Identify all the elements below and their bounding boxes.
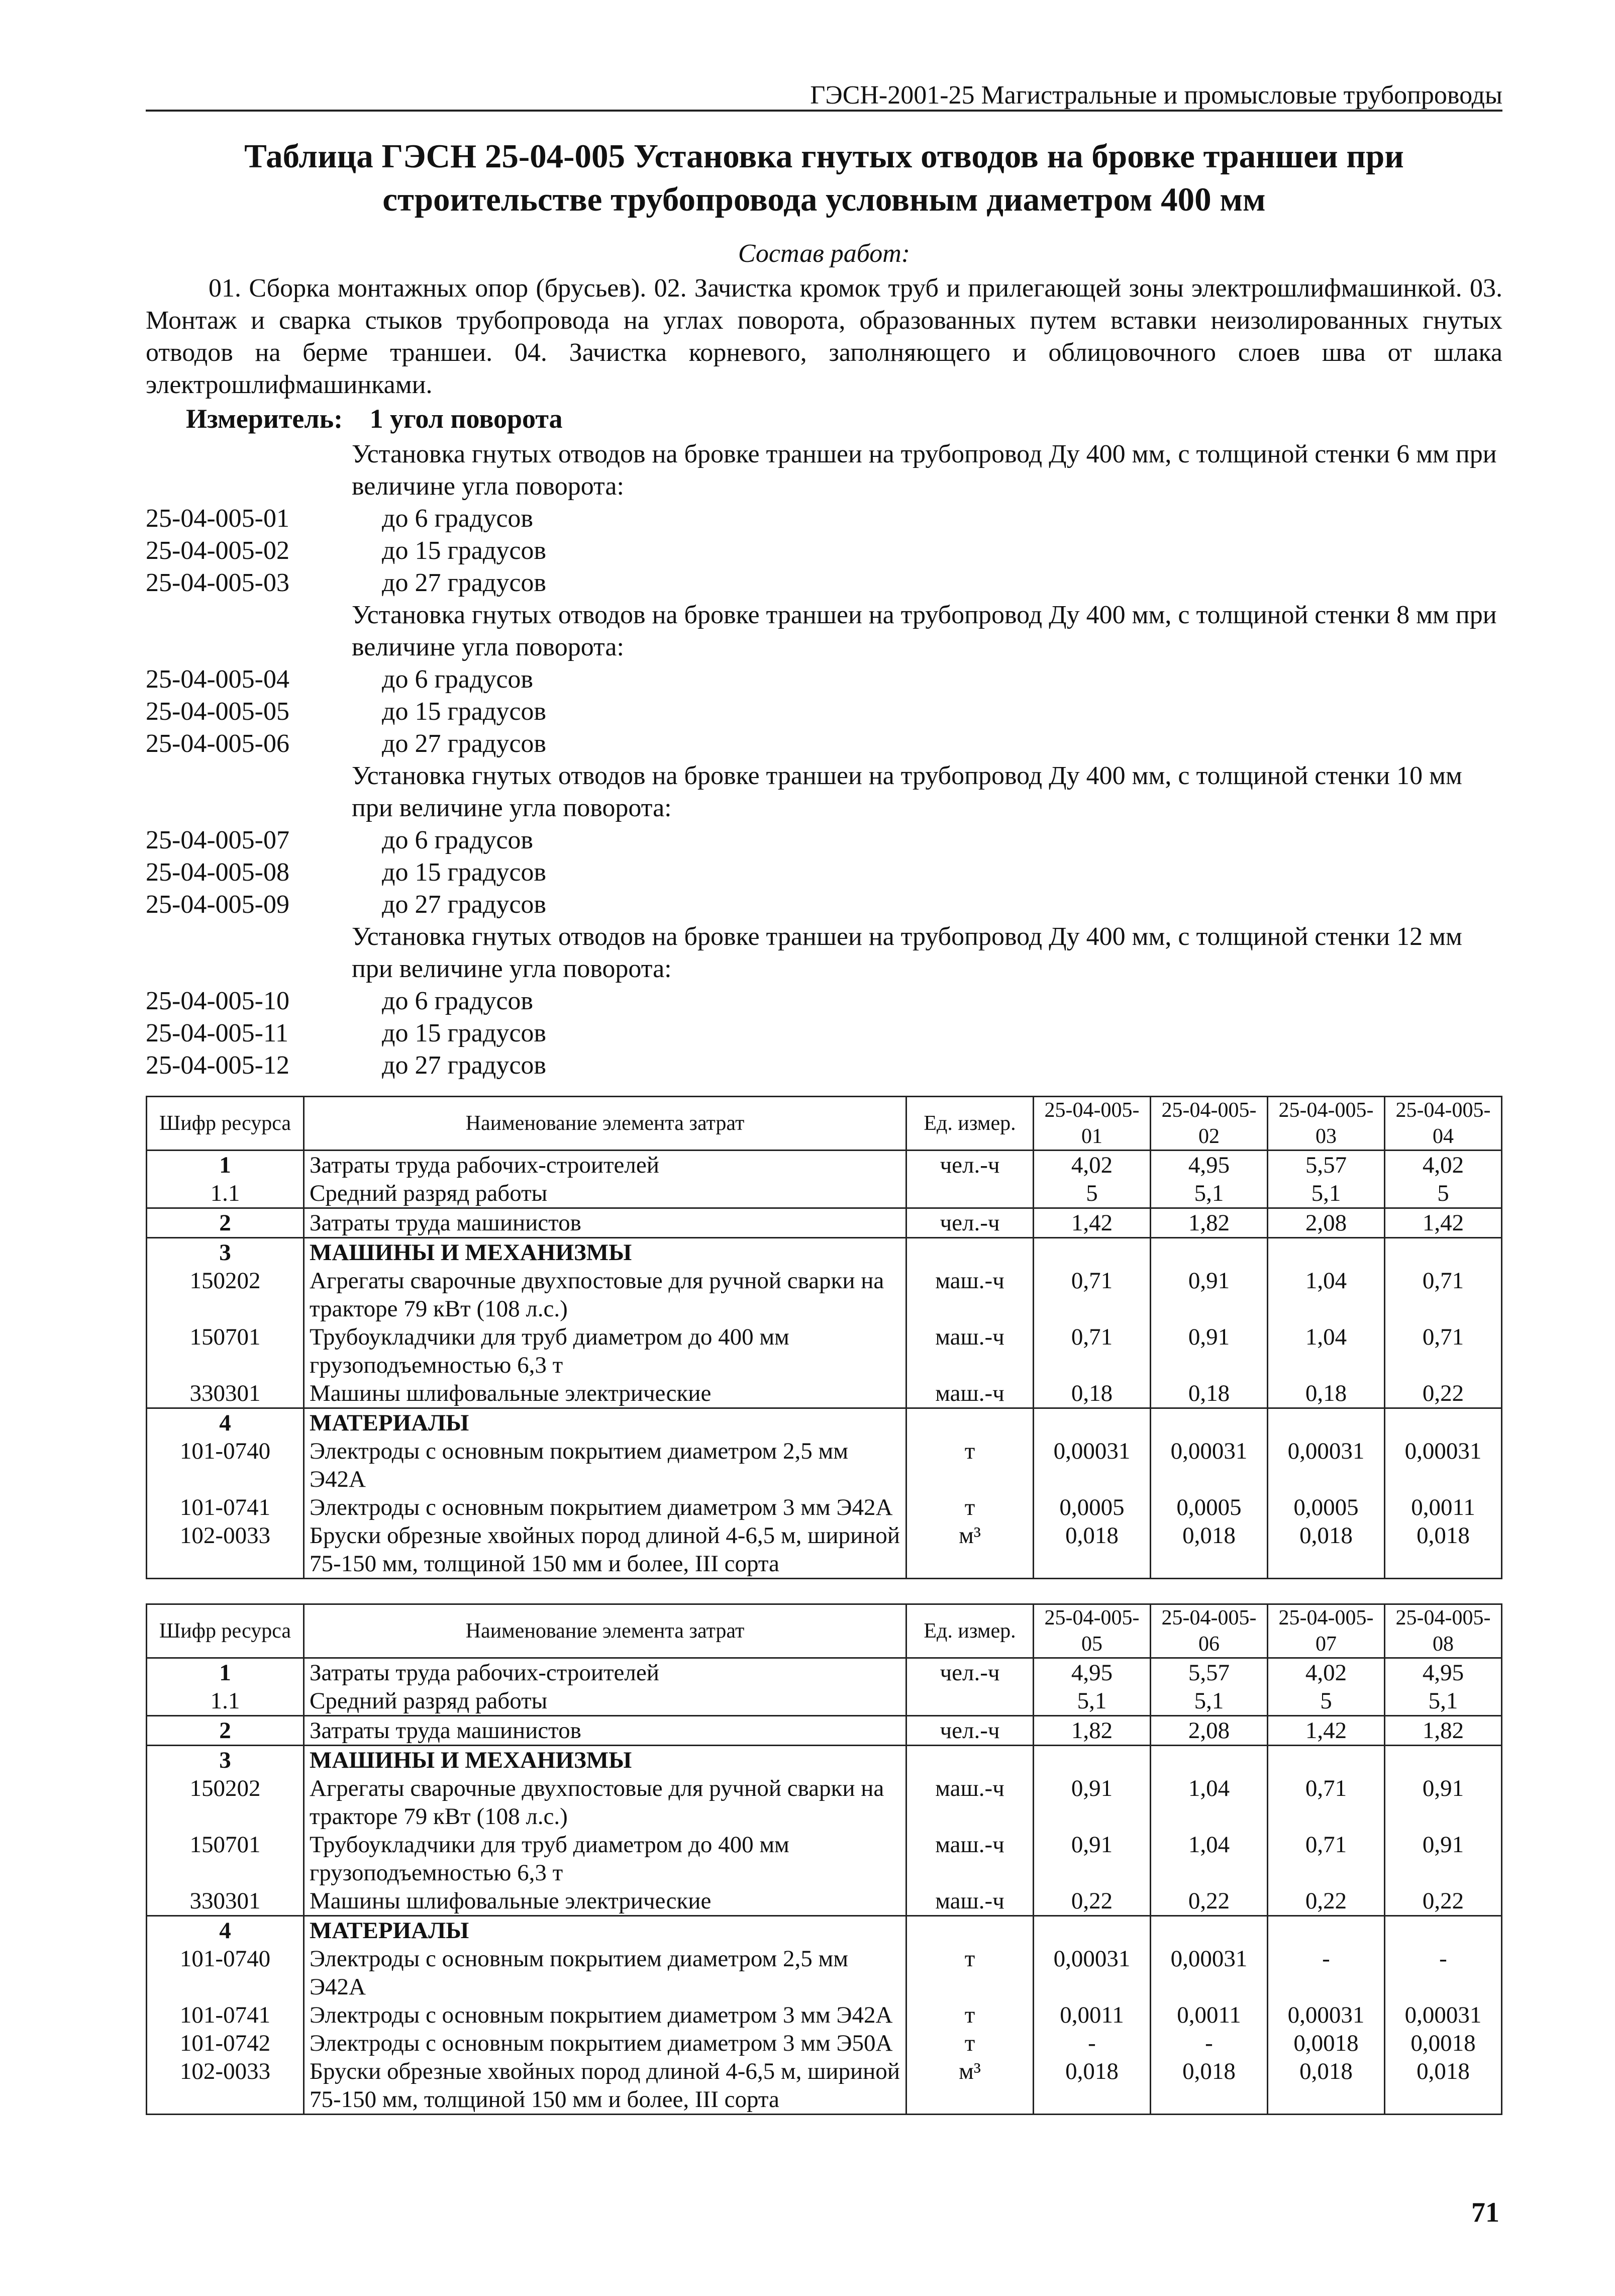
cell-name: Электроды с основным покрытием диаметром 3 мм Э42А [304, 2001, 906, 2029]
cell-unit: м³ [906, 2057, 1034, 2115]
cell-code: 1.1 [147, 1687, 304, 1716]
cell-unit [906, 1746, 1034, 1775]
cell-name: Бруски обрезные хвойных пород длиной 4-6,5 м, шириной 75-150 мм, толщиной 150 мм и более, III сорта [304, 1521, 906, 1579]
cell-value: 4,95 [1151, 1151, 1268, 1180]
cell-value: 0,22 [1385, 1379, 1502, 1408]
cell-unit [906, 1916, 1034, 1945]
cell-value: 0,0005 [1034, 1493, 1151, 1521]
cell-code: 150202 [147, 1267, 304, 1323]
entry-text: до 15 градусов [382, 1019, 546, 1047]
cell-value [1034, 1746, 1151, 1775]
entry-code: 25-04-005-02 [146, 536, 289, 565]
cell-value: 4,02 [1034, 1151, 1151, 1180]
cell-value: 0,22 [1268, 1887, 1385, 1916]
cell-code: 1 [147, 1658, 304, 1687]
cell-unit [906, 1687, 1034, 1716]
cell-value [1151, 1238, 1268, 1267]
cell-value [1151, 1408, 1268, 1438]
table-row [147, 2001, 1502, 2029]
entry-row [146, 567, 1502, 599]
table-row [147, 1887, 1502, 1916]
table-header-row [147, 1097, 1502, 1151]
cell-value: 0,00031 [1034, 1437, 1151, 1493]
cell-value: 0,018 [1268, 1521, 1385, 1579]
entry-code: 25-04-005-12 [146, 1051, 289, 1080]
cell-value [1151, 1746, 1268, 1775]
cell-value: 0,00031 [1385, 2001, 1502, 2029]
table-row [147, 1179, 1502, 1208]
cell-code: 102-0033 [147, 1521, 304, 1579]
table-row [147, 1945, 1502, 2001]
entry-row [146, 535, 1502, 567]
entry-text: до 27 градусов [382, 890, 546, 919]
cell-name: Электроды с основным покрытием диаметром 3 мм Э50А [304, 2029, 906, 2057]
header-column: 25-04-005-02 [1151, 1097, 1268, 1151]
cell-code: 330301 [147, 1887, 304, 1916]
table-row [147, 1267, 1502, 1323]
cell-value: 0,18 [1268, 1379, 1385, 1408]
table-row [147, 1151, 1502, 1180]
header-name: Наименование элемента затрат [304, 1604, 906, 1658]
cell-value: 0,71 [1034, 1323, 1151, 1379]
entry-text: до 27 градусов [382, 568, 546, 597]
table-row [147, 1687, 1502, 1716]
cell-value: 0,0005 [1151, 1493, 1268, 1521]
cell-value: 4,02 [1385, 1151, 1502, 1180]
cell-value [1385, 1746, 1502, 1775]
cell-value: 0,00031 [1268, 2001, 1385, 2029]
cell-unit: т [906, 1945, 1034, 2001]
table-row [147, 1208, 1502, 1238]
entry-row [146, 696, 1502, 728]
cell-unit: м³ [906, 1521, 1034, 1579]
cell-value: 1,42 [1034, 1208, 1151, 1238]
cell-value: 5,57 [1268, 1151, 1385, 1180]
cell-value: 0,018 [1151, 1521, 1268, 1579]
meter [186, 403, 563, 434]
cell-name: Бруски обрезные хвойных пород длиной 4-6,5 м, шириной 75-150 мм, толщиной 150 мм и более, III сорта [304, 2057, 906, 2115]
cell-value: 0,22 [1151, 1887, 1268, 1916]
header-column: 25-04-005-01 [1034, 1097, 1151, 1151]
cell-unit: маш.-ч [906, 1379, 1034, 1408]
cell-value: 4,95 [1385, 1658, 1502, 1687]
cell-value: 5,1 [1151, 1687, 1268, 1716]
cell-unit: чел.-ч [906, 1151, 1034, 1180]
cell-name: Электроды с основным покрытием диаметром 2,5 мм Э42А [304, 1437, 906, 1493]
composition-label: Состав работ: [738, 239, 911, 268]
entry-text: до 15 градусов [382, 858, 546, 887]
entry-code: 25-04-005-09 [146, 890, 289, 919]
table-row [147, 1716, 1502, 1746]
cell-value: 1,82 [1385, 1716, 1502, 1746]
table-row [147, 1746, 1502, 1775]
cell-value [1268, 1916, 1385, 1945]
cell-value: 1,04 [1268, 1267, 1385, 1323]
cell-code: 2 [147, 1716, 304, 1746]
cell-name: Затраты труда машинистов [304, 1716, 906, 1746]
page-number: 71 [1471, 2197, 1499, 2228]
cell-value: 5,1 [1034, 1687, 1151, 1716]
entry-group-description: Установка гнутых отводов на бровке траншеи на трубопровод Ду 400 мм, с толщиной стенки 12 мм при величине угла поворота: [352, 922, 1462, 983]
cell-value: 0,91 [1385, 1774, 1502, 1831]
cell-value: - [1268, 1945, 1385, 2001]
cell-name: Агрегаты сварочные двухпостовые для ручной сварки на тракторе 79 кВт (108 л.с.) [304, 1774, 906, 1831]
entry-code: 25-04-005-01 [146, 504, 289, 533]
cell-value: 0,18 [1034, 1379, 1151, 1408]
entry-row [146, 1017, 1502, 1049]
cell-value: 0,91 [1151, 1323, 1268, 1379]
entry-row [146, 824, 1502, 856]
cell-value: 5,1 [1268, 1179, 1385, 1208]
entry-row [146, 889, 1502, 921]
cell-value [1034, 1238, 1151, 1267]
entry-text: до 6 градусов [382, 504, 533, 533]
cell-value: 0,018 [1268, 2057, 1385, 2115]
cell-value: 0,71 [1385, 1323, 1502, 1379]
table-row [147, 1323, 1502, 1379]
header-column: 25-04-005-07 [1268, 1604, 1385, 1658]
cell-value: 0,71 [1268, 1774, 1385, 1831]
cell-value: 0,22 [1034, 1887, 1151, 1916]
cell-name: Затраты труда рабочих-строителей [304, 1151, 906, 1180]
cell-unit: маш.-ч [906, 1323, 1034, 1379]
cell-value: 0,91 [1034, 1774, 1151, 1831]
running-header: ГЭСН-2001-25 Магистральные и промысловые трубопроводы [810, 81, 1502, 110]
table-row [147, 2057, 1502, 2115]
cell-unit: т [906, 1493, 1034, 1521]
cell-value: 5,1 [1151, 1179, 1268, 1208]
cell-code: 101-0741 [147, 1493, 304, 1521]
cell-value: 0,0011 [1034, 2001, 1151, 2029]
entry-code: 25-04-005-06 [146, 729, 289, 758]
cell-value: 5,57 [1151, 1658, 1268, 1687]
cell-unit: маш.-ч [906, 1267, 1034, 1323]
cell-name: Трубоукладчики для труб диаметром до 400 мм грузоподъемностью 6,3 т [304, 1831, 906, 1887]
cell-value: 1,42 [1385, 1208, 1502, 1238]
cell-value: 0,00031 [1385, 1437, 1502, 1493]
cell-value: 0,018 [1034, 1521, 1151, 1579]
cell-value: 1,82 [1151, 1208, 1268, 1238]
cell-value: - [1151, 2029, 1268, 2057]
cell-value: 1,04 [1151, 1774, 1268, 1831]
cell-name: Затраты труда рабочих-строителей [304, 1658, 906, 1687]
cell-code: 3 [147, 1746, 304, 1775]
cell-value: 1,04 [1268, 1323, 1385, 1379]
cell-value: 4,02 [1268, 1658, 1385, 1687]
cell-name: МАШИНЫ И МЕХАНИЗМЫ [304, 1238, 906, 1267]
entry-text: до 27 градусов [382, 1051, 546, 1080]
cell-code: 101-0741 [147, 2001, 304, 2029]
entry-row [146, 1049, 1502, 1082]
header-column: 25-04-005-08 [1385, 1604, 1502, 1658]
cell-value [1034, 1408, 1151, 1438]
entry-text: до 6 градусов [382, 826, 533, 854]
table-row [147, 2029, 1502, 2057]
table-row [147, 1238, 1502, 1267]
table-title: Таблица ГЭСН 25-04-005 Установка гнутых отводов на бровке траншеи при строительстве трубопровода условным диаметром 400 мм [244, 138, 1404, 218]
cell-unit: т [906, 1437, 1034, 1493]
cell-value [1268, 1408, 1385, 1438]
cell-name: Машины шлифовальные электрические [304, 1887, 906, 1916]
cell-name: Средний разряд работы [304, 1179, 906, 1208]
cell-value: - [1034, 2029, 1151, 2057]
cell-code: 3 [147, 1238, 304, 1267]
cell-value: 4,95 [1034, 1658, 1151, 1687]
cell-name: МАШИНЫ И МЕХАНИЗМЫ [304, 1746, 906, 1775]
cell-code: 4 [147, 1916, 304, 1945]
cell-value: 5 [1385, 1179, 1502, 1208]
cell-value: 0,71 [1268, 1831, 1385, 1887]
table-row [147, 1437, 1502, 1493]
header-column: 25-04-005-03 [1268, 1097, 1385, 1151]
table-row [147, 1521, 1502, 1579]
cell-value: - [1385, 1945, 1502, 2001]
entry-row [146, 856, 1502, 889]
header-code: Шифр ресурса [147, 1097, 304, 1151]
entry-row [146, 663, 1502, 696]
cell-value: 1,04 [1151, 1831, 1268, 1887]
cell-name: Электроды с основным покрытием диаметром 2,5 мм Э42А [304, 1945, 906, 2001]
cell-name: Трубоукладчики для труб диаметром до 400 мм грузоподъемностью 6,3 т [304, 1323, 906, 1379]
cell-value: 5,1 [1385, 1687, 1502, 1716]
table-row [147, 1408, 1502, 1438]
table-row [147, 1774, 1502, 1831]
header-unit: Ед. измер. [906, 1097, 1034, 1151]
entry-code: 25-04-005-04 [146, 665, 289, 694]
cell-value: 0,0018 [1268, 2029, 1385, 2057]
cell-name: МАТЕРИАЛЫ [304, 1916, 906, 1945]
cell-unit [906, 1238, 1034, 1267]
cell-value: 1,82 [1034, 1716, 1151, 1746]
cell-code: 2 [147, 1208, 304, 1238]
cell-code: 4 [147, 1408, 304, 1438]
cell-code: 150701 [147, 1323, 304, 1379]
cell-value: 0,0018 [1385, 2029, 1502, 2057]
norm-entries [146, 438, 1502, 1082]
cell-code: 1.1 [147, 1179, 304, 1208]
entry-code: 25-04-005-07 [146, 826, 289, 854]
cell-name: Затраты труда машинистов [304, 1208, 906, 1238]
cell-value: 0,00031 [1268, 1437, 1385, 1493]
header-column: 25-04-005-04 [1385, 1097, 1502, 1151]
cell-code: 330301 [147, 1379, 304, 1408]
cell-unit: маш.-ч [906, 1887, 1034, 1916]
header-column: 25-04-005-05 [1034, 1604, 1151, 1658]
cell-value: 5 [1034, 1179, 1151, 1208]
entry-group-description: Установка гнутых отводов на бровке траншеи на трубопровод Ду 400 мм, с толщиной стенки 10 мм при величине угла поворота: [352, 761, 1462, 822]
table-header-row [147, 1604, 1502, 1658]
cell-value: 0,018 [1385, 1521, 1502, 1579]
table-row [147, 1916, 1502, 1945]
header-unit: Ед. измер. [906, 1604, 1034, 1658]
cell-unit: маш.-ч [906, 1831, 1034, 1887]
header-name: Наименование элемента затрат [304, 1097, 906, 1151]
cell-unit: т [906, 2001, 1034, 2029]
cell-name: Машины шлифовальные электрические [304, 1379, 906, 1408]
cell-value: 0,018 [1385, 2057, 1502, 2115]
cell-unit: чел.-ч [906, 1716, 1034, 1746]
table-row [147, 1831, 1502, 1887]
table-row [147, 1658, 1502, 1687]
cell-value: 0,0011 [1385, 1493, 1502, 1521]
cell-code: 150202 [147, 1774, 304, 1831]
cell-value: 0,71 [1034, 1267, 1151, 1323]
meter-value: 1 угол поворота [369, 404, 563, 434]
cell-value: 0,018 [1034, 2057, 1151, 2115]
cell-value [1385, 1238, 1502, 1267]
table-row [147, 1379, 1502, 1408]
cell-value: 0,00031 [1151, 1437, 1268, 1493]
cell-name: Агрегаты сварочные двухпостовые для ручной сварки на тракторе 79 кВт (108 л.с.) [304, 1267, 906, 1323]
cell-value: 0,0011 [1151, 2001, 1268, 2029]
cell-value: 0,91 [1034, 1831, 1151, 1887]
cell-value: 1,42 [1268, 1716, 1385, 1746]
cell-unit [906, 1408, 1034, 1438]
entry-group-description: Установка гнутых отводов на бровке траншеи на трубопровод Ду 400 мм, с толщиной стенки 8 мм при величине угла поворота: [352, 601, 1497, 661]
table-row [147, 1493, 1502, 1521]
entry-row [146, 728, 1502, 760]
cell-value [1034, 1916, 1151, 1945]
entry-text: до 6 градусов [382, 987, 533, 1015]
entry-group-description: Установка гнутых отводов на бровке траншеи на трубопровод Ду 400 мм, с толщиной стенки 6 мм при величине угла поворота: [352, 440, 1497, 501]
cell-code: 101-0740 [147, 1437, 304, 1493]
entry-code: 25-04-005-05 [146, 697, 289, 726]
cell-value: 0,18 [1151, 1379, 1268, 1408]
entry-code: 25-04-005-11 [146, 1019, 289, 1047]
cell-code: 150701 [147, 1831, 304, 1887]
cell-value: 0,00031 [1151, 1945, 1268, 2001]
cell-value: 0,22 [1385, 1887, 1502, 1916]
cell-unit: чел.-ч [906, 1208, 1034, 1238]
cell-unit: т [906, 2029, 1034, 2057]
cell-value: 0,91 [1151, 1267, 1268, 1323]
entry-code: 25-04-005-03 [146, 568, 289, 597]
cell-code: 101-0740 [147, 1945, 304, 2001]
entry-row [146, 985, 1502, 1017]
entry-text: до 6 градусов [382, 665, 533, 694]
entry-text: до 15 градусов [382, 536, 546, 565]
cell-value [1268, 1238, 1385, 1267]
cell-unit: маш.-ч [906, 1774, 1034, 1831]
resource-table-2 [146, 1603, 1502, 2115]
cell-value [1385, 1408, 1502, 1438]
cell-value: 2,08 [1268, 1208, 1385, 1238]
cell-unit [906, 1179, 1034, 1208]
resource-table-1 [146, 1096, 1502, 1579]
cell-value [1151, 1916, 1268, 1945]
header-code: Шифр ресурса [147, 1604, 304, 1658]
entry-text: до 27 градусов [382, 729, 546, 758]
meter-label: Измеритель: [186, 404, 343, 434]
cell-unit: чел.-ч [906, 1658, 1034, 1687]
cell-value: 2,08 [1151, 1716, 1268, 1746]
entry-text: до 15 градусов [382, 697, 546, 726]
cell-code: 101-0742 [147, 2029, 304, 2057]
composition-text: 01. Сборка монтажных опор (брусьев). 02. Зачистка кромок труб и прилегающей зоны электрошлифмашинкой. 03. Монтаж и сварка стыков трубопровода на углах поворота, образованных путем вставки неизолированных гнутых отводов на берме траншеи. 04. Зачистка корневого, заполняющего и облицовочного слоев шва от шлака электрошлифмашинками. [146, 274, 1502, 399]
entry-row [146, 503, 1502, 535]
entry-code: 25-04-005-10 [146, 987, 289, 1015]
cell-value [1268, 1746, 1385, 1775]
cell-name: МАТЕРИАЛЫ [304, 1408, 906, 1438]
header-column: 25-04-005-06 [1151, 1604, 1268, 1658]
cell-name: Электроды с основным покрытием диаметром 3 мм Э42А [304, 1493, 906, 1521]
cell-value: 0,00031 [1034, 1945, 1151, 2001]
cell-value: 5 [1268, 1687, 1385, 1716]
header-rule [146, 110, 1502, 112]
entry-code: 25-04-005-08 [146, 858, 289, 887]
cell-value: 0,91 [1385, 1831, 1502, 1887]
cell-value: 0,0005 [1268, 1493, 1385, 1521]
cell-value: 0,71 [1385, 1267, 1502, 1323]
cell-name: Средний разряд работы [304, 1687, 906, 1716]
cell-code: 1 [147, 1151, 304, 1180]
cell-value: 0,018 [1151, 2057, 1268, 2115]
cell-code: 102-0033 [147, 2057, 304, 2115]
cell-value [1385, 1916, 1502, 1945]
